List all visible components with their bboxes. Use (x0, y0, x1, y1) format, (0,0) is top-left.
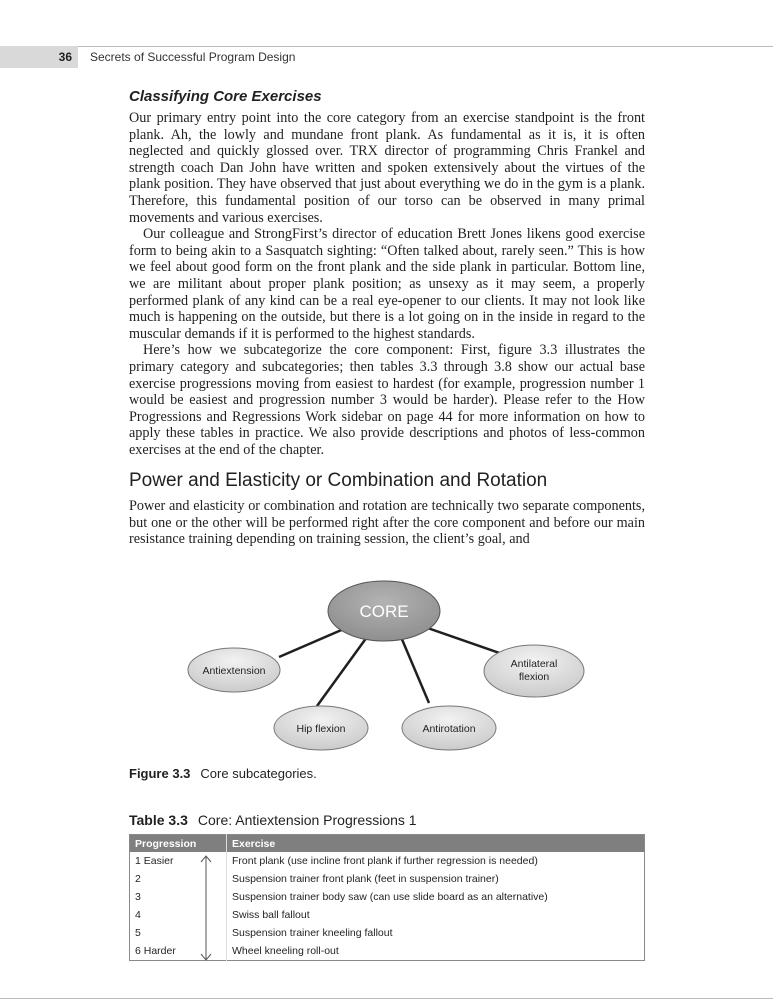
node-antirotation (402, 706, 496, 750)
progression-cell: 3 (135, 891, 141, 903)
double-arrow-icon (197, 854, 215, 962)
figure-label: Figure 3.3 (129, 766, 191, 781)
header-rule (78, 46, 773, 47)
hip-flexion-label: Hip flexion (296, 723, 346, 735)
header-progression: Progression (130, 835, 227, 853)
table-title (129, 812, 417, 828)
header-exercise: Exercise (227, 835, 645, 853)
running-title: Secrets of Successful Program Design (90, 50, 296, 64)
paragraph: Our colleague and StrongFirst’s director of education Brett Jones likens good exercise form to being akin to a Sasquatch sighting: “Often talked about, rarely seen.” This is how we feel about good form on the front plank and the side plank in particular. Bottom line, we are militant about proper plank position; as unsexy as it may seem, a properly performed plank of any kind can be a real eye-opener to our clients. It may not look like much is happening on the outside, but there is a lot going on in the inside in regard to the muscular demands if it is performed to the highest standards. (129, 226, 645, 342)
table-label: Table 3.3 (129, 812, 188, 828)
antiextension-label: Antiextension (202, 665, 266, 677)
node-hip-flexion (274, 706, 368, 750)
table-title-text: Core: Antiextension Progressions 1 (197, 812, 417, 828)
node-antilateral-flexion (484, 645, 584, 697)
figure-caption-text: Core subcategories. (200, 766, 317, 781)
progression-cell: 5 (135, 927, 141, 939)
paragraph: Here’s how we subcategorize the core component: First, figure 3.3 illustrates the primary category and subcategories; then tables 3.3 through 3.8 show our actual base exercise progressions moving from easiest to hardest (for example, progression number 1 would be easiest and progression number 3 would be harder). Please refer to the How Progressions and Regressions Work sidebar on page 44 for more information on how to apply these tables in practice. We also provide descriptions and photos of less-common exercises at the end of the chapter. (129, 342, 645, 458)
section2-body (129, 498, 645, 548)
subheading-classifying-core: Classifying Core Exercises (129, 88, 322, 105)
progression-cell: 1 Easier (135, 855, 174, 867)
antilateral-label-line1: Antilateral (510, 658, 558, 670)
antirotation-label: Antirotation (422, 723, 476, 735)
paragraph: Our primary entry point into the core category from an exercise standpoint is the front plank. Ah, the lowly and mundane front plank. As fundamental as it is, it is often neglected and quickly glossed over. TRX director of programming Chris Frankel and strength coach Dan John have written and spoken extensively about the virtues of the plank position. They have observed that just about everything we do in the gym is a plank. Therefore, this fundamental position of our torso can be observed in many primal movements and various exercises. (129, 110, 645, 226)
page-number: 36 (0, 46, 78, 68)
core-subcategories-diagram (129, 575, 645, 755)
antilateral-label-line2: flexion (518, 671, 550, 683)
section1-body (129, 110, 645, 458)
paragraph: Power and elasticity or combination and rotation are technically two separate components, but one or the other will be performed right after the core component and before our main resistance training depending on training session, the client’s goal, and (129, 498, 645, 548)
node-core (328, 581, 440, 641)
figure-caption (129, 766, 317, 781)
progression-cell: 2 (135, 873, 141, 885)
exercise-cell: Suspension trainer kneeling fallout (227, 924, 645, 942)
exercise-cell: Front plank (use incline front plank if further regression is needed) (227, 852, 645, 870)
exercise-cell: Wheel kneeling roll-out (227, 942, 645, 961)
exercise-cell: Swiss ball fallout (227, 906, 645, 924)
core-label: CORE (359, 602, 409, 621)
table-header-row (130, 835, 645, 853)
node-antiextension (188, 648, 280, 692)
running-head (0, 46, 773, 68)
progression-cell: 4 (135, 909, 141, 921)
section-heading-power-elasticity: Power and Elasticity or Combination and Rotation (129, 470, 548, 491)
page-bottom-rule (0, 998, 773, 999)
progression-cell: 6 Harder (135, 945, 176, 957)
exercise-cell: Suspension trainer front plank (feet in suspension trainer) (227, 870, 645, 888)
exercise-cell: Suspension trainer body saw (can use slide board as an alternative) (227, 888, 645, 906)
